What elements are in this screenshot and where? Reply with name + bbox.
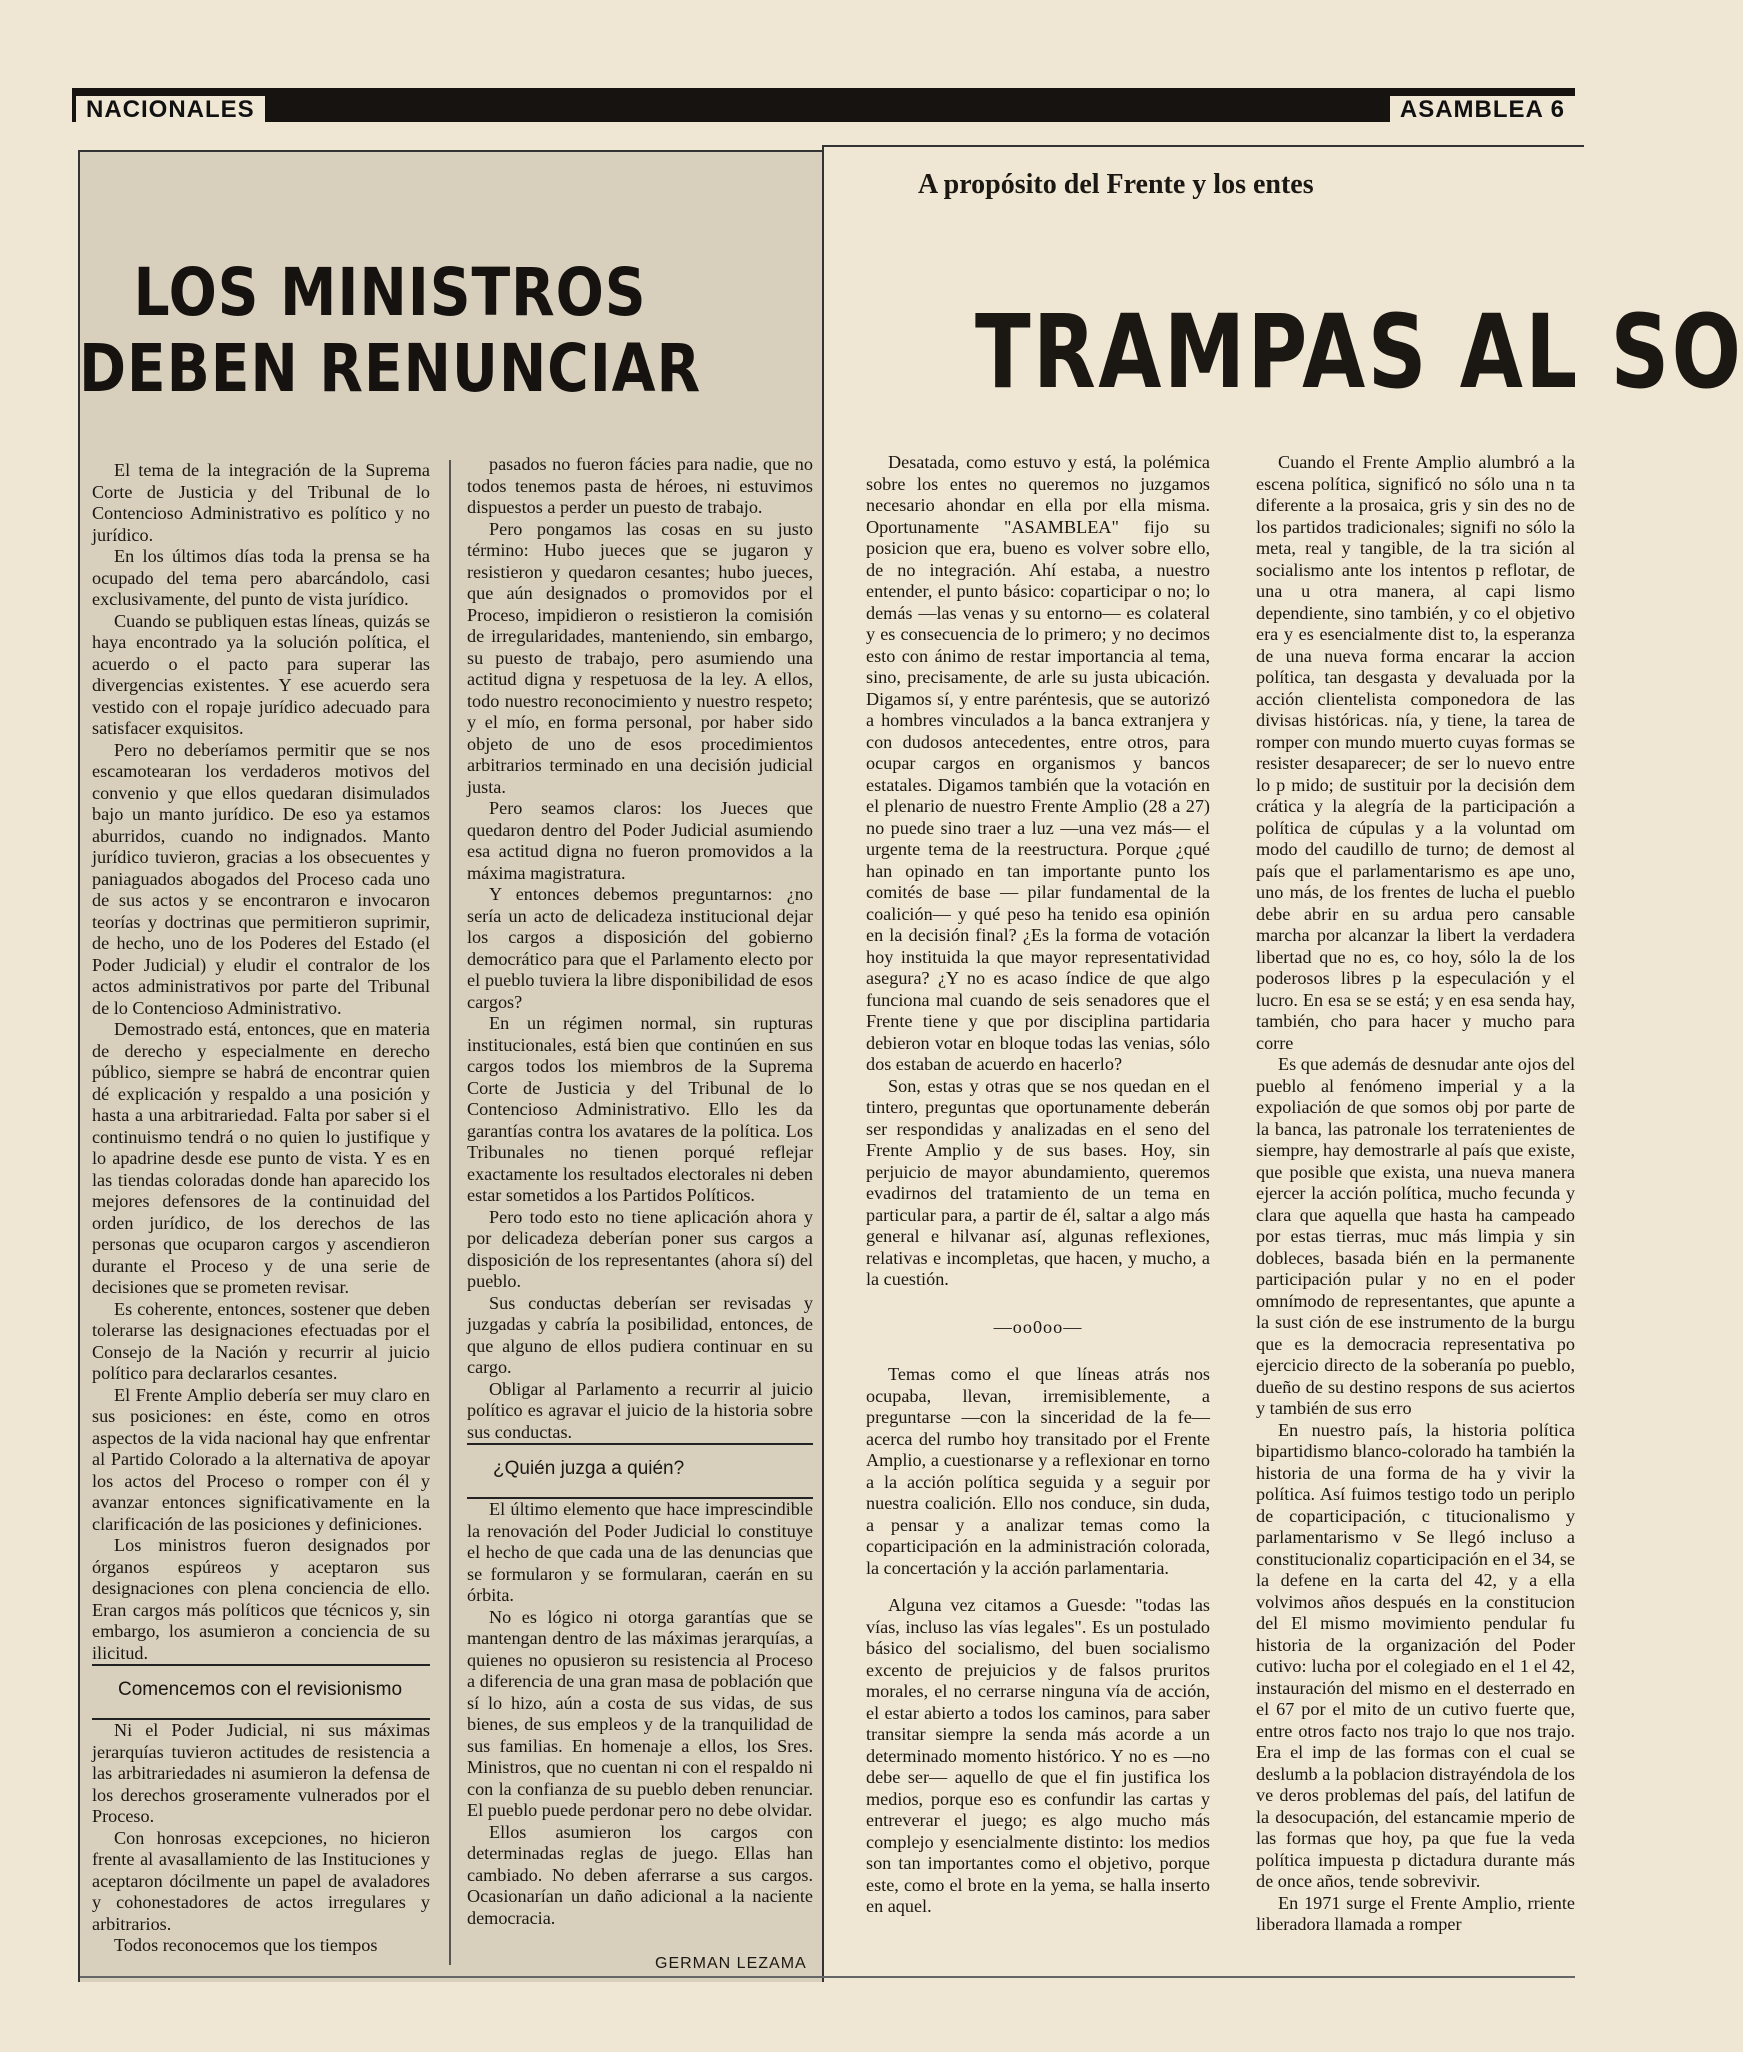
article-signature: GERMAN LEZAMA [655, 1955, 807, 1972]
left-title-line2: DEBEN RENUNCIAR [78, 330, 702, 407]
header-band [72, 88, 1575, 122]
paragraph: Demostrado está, entonces, que en materia de derecho y especialmente en derecho público, siempre se habrá de encontrar quien dé explicación y respaldo a una posición y hasta a una arbitrariedad. Falta por saber si el continuismo tendrá o no quien lo justifique y lo apadrine desde ese punto de vista. Y es en las tiendas coloradas donde han aparecido los mejores defensores de la continuidad del orden jurídico, de los derechos de las personas que ocuparon cargos y ascendieron durante el Proceso y de una serie de decisiones que se prometen revisar. [92, 1019, 430, 1297]
paragraph-gap [866, 1579, 1210, 1595]
paragraph: Cuando se publiquen estas líneas, quizás se haya encontrado ya la solución política, el acuerdo o el pacto para superar las divergencias existentes. Y ese acuerdo sera vestido con el ropaje jurídico adecuado para satisfacer exquisitos. [92, 610, 430, 738]
paragraph: Pero seamos claros: los Jueces que quedaron dentro del Poder Judicial asumiendo esa actitud digna no fueron promovidos a la máxima magistratura. [467, 798, 813, 883]
paragraph: Con honrosas excepciones, no hicieron frente al avasallamiento de las Instituciones y aceptaron dócilmente un papel de avaladores y cohonestadores de actos irregulares y arbitrarios. [92, 1827, 430, 1934]
paragraph: pasados no fueron fácies para nadie, que no todos tenemos pasta de héroes, ni estuvimos dispuestos a perder un puesto de trabajo. [467, 454, 813, 517]
paragraph: En un régimen normal, sin rupturas institucionales, está bien que continúen en sus cargos todos los miembros de la Suprema Corte de Justicia y del Tribunal de lo Contencioso Administrativo. Ello les da garantías contra los avatares de la política. Los Tribunales no tienen porqué reflejar exactamente los resultados electorales ni deben estar sometidos a los Partidos Políticos. [467, 1013, 813, 1205]
right-article-kicker: A propósito del Frente y los entes [918, 169, 1314, 200]
subheading: Comencemos con el revisionismo [92, 1664, 430, 1720]
left-title-line1: LOS MINISTROS [133, 254, 647, 331]
paragraph: Ellos asumieron los cargos con determinadas reglas de juego. Ellas han cambiado. No deben aferrarse a sus cargos. Ocasionarían un daño adicional a la naciente democracia. [467, 1821, 813, 1928]
paragraph: Desatada, como estuvo y está, la polémica sobre los entes no queremos no juzgamos necesario ahondar en ella por ella misma. Oportunamente "ASAMBLEA" fijo su posicion que era, bueno es volver sobre ello, de no integración. Ahí estaba, a nuestro entender, el punto básico: coparticipar o no; lo demás —las venas y su entorno— es colateral y es consecuencia de lo primero; y no decimos esto con ánimo de restar importancia al tema, sino, precisamente, de arle su justa ubicación. Digamos sí, y entre paréntesis, que se autorizó a hombres vinculados a la banca extranjera y con dudosos antecedentes, entre otros, para ocupar cargos en organismos y bancos estatales. Digamos también que la votación en el plenario de nuestro Frente Amplio (28 a 27) no puede sino traer a luz —una vez más— el urgente tema de la reestructura. Porque ¿qué han opinado en tan importante punto los comités de base — pilar fundamental de la coalición— y qué peso ha tenido esa opinión en la decisión final? ¿Es la forma de votación hoy instituida la que mayor representatividad asegura? ¿Y no es acaso índice de que algo funciona mal cuando de seis senadores que el Frente tiene y que por disciplina partidaria debieron votar en bloque todas las venias, sólo dos estaban de acuerdo en hacerlo? [866, 452, 1210, 1074]
paragraph: Y entonces debemos preguntarnos: ¿no sería un acto de delicadeza institucional dejar los cargos a disposición del gobierno democrático para que el Parlamento electo por el pueblo tuviera la libre disponibilidad de esos cargos? [467, 884, 813, 1012]
paragraph: En nuestro país, la historia política bipartidismo blanco-colorado ha también la historia de una forma de ha y vivir la política. Así fuimos testigo todo un periplo de coparticipación, c titucionalismo y parlamentarismo v Se llegó incluso a constitucionaliz coparticipación en el 34, se la defene en la carta del 42, y a ella volvimos años después en la constitucion del El mismo movimiento pendular fu historia de la organización del Poder cutivo: lucha por el colegiado en el 1 el 42, instauración del mismo en el desterrado en el 67 por el mito de un cutivo fuerte que, entre otros facto nos trajo lo que nos trajo. Era el imp de las formas con el cual se deslumb a la poblacion distrayéndola de los ve deros problemas del país, del latifun de la desocupación, del estancamie mperio de las formas que hoy, pa que fue la veda política impuesta p dictadura durante más de once años, tende sobrevivir. [1256, 1419, 1575, 1891]
section-label-right: ASAMBLEA 6 [1390, 96, 1575, 124]
paragraph: Sus conductas deberían ser revisadas y juzgadas y cabría la posibilidad, entonces, de que alguno de ellos pudiera continuar en su cargo. [467, 1292, 813, 1377]
right-article-column-2 [1256, 452, 1575, 1972]
paragraph: Pero no deberíamos permitir que se nos escamotearan los verdaderos motivos del convenio y que ellos quedaran disimulados bajo un manto jurídico. De eso ya estamos aburridos, cuando no indignados. Manto jurídico tuvieron, gracias a los obsecuentes y paniaguados abogados del Proceso cada uno de sus actos y se encontraron e invocaron teorías y doctrinas que permitieron suprimir, de hecho, uno de los Poderes del Estado (el Poder Judicial) y eludir el contralor de los actos administrativos por parte del Tribunal de lo Contencioso Administrativo. [92, 739, 430, 1018]
section-label-left: NACIONALES [76, 96, 265, 124]
column-divider [449, 460, 451, 1965]
paragraph: Ni el Poder Judicial, ni sus máximas jerarquías tuvieron actitudes de resistencia a las arbitrariedades ni asumieron la defensa de los derechos groseramente vulnerados por el Proceso. [92, 1720, 430, 1826]
section-separator: —oo0oo— [993, 1316, 1083, 1337]
right-article-column-1 [866, 452, 1210, 1918]
paragraph: Obligar al Parlamento a recurrir al juicio político es agravar el juicio de la historia sobre sus conductas. [467, 1378, 813, 1442]
paragraph: El Frente Amplio debería ser muy claro en sus posiciones: en éste, como en otros aspectos de la vida nacional hay que enfrentar al Partido Colorado a la alternativa de apoyar los actos del Proceso o romper con él y avanzar entonces significativamente en la clarificación de las posiciones y definiciones. [92, 1384, 430, 1534]
paragraph: El último elemento que hace imprescindible la renovación del Poder Judicial lo constituye el hecho de que cada una de las denuncias que se formularon y se formularan, caerán en su órbita. [467, 1499, 813, 1605]
paragraph: Es que además de desnudar ante ojos del pueblo al fenómeno imperial y a la expoliación de que somos obj por parte de la banca, las patronale los terratenientes de siempre, hay demostrarle al país que existe, que posible que exista, una nueva manera ejercer la acción política, mucho fecunda y clara que aquella que hasta ha campeado por estas tierras, muc más limpia y sin dobleces, basada bién en la permanente participación pular y no en el poder omnímodo de representantes, que apunte a la sust ción de ese instrumento de la burgu que es la democracia representativa po ejercicio directo de la soberanía po pueblo, dueño de su destino respons de sus aciertos y también de sus erro [1256, 1054, 1575, 1418]
paragraph: En los últimos días toda la prensa se ha ocupado del tema pero abarcándolo, casi exclusivamente, del punto de vista jurídico. [92, 546, 430, 609]
subheading: ¿Quién juzga a quién? [467, 1443, 813, 1499]
paragraph: Es coherente, entonces, sostener que deben tolerarse las designaciones efectuadas por el Consejo de la Nación y recurrir al juicio político para declararlos cesantes. [92, 1298, 430, 1383]
paragraph: Todos reconocemos que los tiempos [114, 1935, 378, 1955]
paragraph: Temas como el que líneas atrás nos ocupaba, llevan, irremisiblemente, a preguntarse —con la sinceridad de la fe— acerca del rumbo hoy transitado por el Frente Amplio, a cuestionarse y a reflexionar en torno a la acción política seguida y a seguir por nuestra coalición. Ello nos conduce, sin duda, a pensar y a analizar temas como la coparticipación en la administración colorada, la concertación y la acción parlamentaria. [866, 1364, 1210, 1578]
left-article-column-1 [92, 460, 430, 1957]
paragraph: No es lógico ni otorga garantías que se mantengan dentro de las máximas jerarquías, a quienes no opusieron su resistencia al Proceso a diferencia de una gran masa de población que sí lo hizo, aún a costa de sus vidas, de sus bienes, de sus empleos y de la tranquilidad de sus familias. En homenaje a ellos, los Sres. Ministros, que no cuentan ni con el respaldo ni con la confianza de su pueblo deben renunciar. El pueblo puede perdonar pero no debe olvidar. [467, 1606, 813, 1820]
paragraph: Son, estas y otras que se nos quedan en el tintero, preguntas que oportunamente deberán ser respondidas y analizadas en el seno del Frente Amplio y de sus bases. Hoy, sin perjuicio de mayor abundamiento, queremos evadirnos del tratamiento de un tema en particular para, a partir de él, saltar a algo más general e hilvanar así, algunas reflexiones, relativas e incompletas, que hacen, y mucho, a la cuestión. [866, 1075, 1210, 1289]
paragraph: Pero pongamos las cosas en su justo término: Hubo jueces que se jugaron y resistieron y quedaron cesantes; hubo jueces, que aún designados o promovidos por el Proceso, impidieron o resistieron la comisión de irregularidades, manteniendo, sin embargo, su puesto de trabajo, pero asumiendo una actitud digna y respetuosa de la ley. A ellos, todo nuestro reconocimiento y nuestro respeto; y el mío, en forma personal, por haber sido objeto de uno de esos procedimientos arbitrarios terminado en una decisión judicial justa. [467, 518, 813, 797]
paragraph: En 1971 surge el Frente Amplio, rriente liberadora llamada a romper [1256, 1892, 1575, 1934]
paragraph: El tema de la integración de la Suprema Corte de Justicia y del Tribunal de lo Contencioso Administrativo es político y no jurídico. [92, 460, 430, 545]
paragraph: Pero todo esto no tiene aplicación ahora y por delicadeza deberían poner sus cargos a disposición de los representantes (ahora sí) del pueblo. [467, 1206, 813, 1291]
bottom-rule [80, 1976, 1575, 1978]
right-article-title: TRAMPAS AL SO [975, 293, 1743, 412]
paragraph: Los ministros fueron designados por órganos espúreos y aceptaron sus designaciones con plena conciencia de ello. Eran cargos más políticos que técnicos y, sin embargo, los asumieron a conciencia de su ilicitud. [92, 1535, 430, 1663]
paragraph: Cuando el Frente Amplio alumbró a la escena política, significó no sólo una n ta diferente a la prosaica, gris y sin des no de los partidos tradicionales; signifi no sólo la meta, real y tangible, de la tra sición al socialismo ante los intentos p reflotar, de una u otra manera, al capi lismo dependiente, sino también, y co el objetivo era y es esencialmente dist to, la esperanza de una nueva forma encarar la accion política, tan desgasta y devaluada por la acción clientelista componedora de las divisas históricas. nía, y tiene, la tarea de romper con mundo muerto cuyas formas se resister desaparecer; de ser lo nuevo entre lo p mido; de sustituir por la decisión dem crática y la alegría de la participación a política de cúpulas y a la voluntad om modo del caudillo de turno; de demost al país que el parlamentarismo es ape uno, uno más, de los frentes de lucha el pueblo debe abrir en su ardua pero cansable marcha por alcanzar la libert la verdadera libertad que no es, co hoy, sólo la de los poderosos libres p la especulación y el lucro. En esa se se está; y en esa senda hay, también, cho para hacer y mucho para corre [1256, 452, 1575, 1053]
paragraph: Alguna vez citamos a Guesde: "todas las vías, incluso las vías legales". Es un postulado básico del socialismo, del buen socialismo excento de prejuicios y de falsos pruritos morales, el no cerrarse ninguna vía de acción, el estar abierto a todos los caminos, para saber transitar siempre la senda más acorde a un determinado momento histórico. Y no es —no debe ser— aquello de que el fin justifica los medios, porque eso es confundir las cartas y entreverar el juego; es algo mucho más complejo y esencialmente distinto: los medios son tan importantes como el objetivo, porque este, como el brote en la yema, se halla inserto en aquel. [866, 1595, 1210, 1916]
left-article-title [55, 255, 726, 407]
left-article-column-2 [467, 454, 813, 1929]
